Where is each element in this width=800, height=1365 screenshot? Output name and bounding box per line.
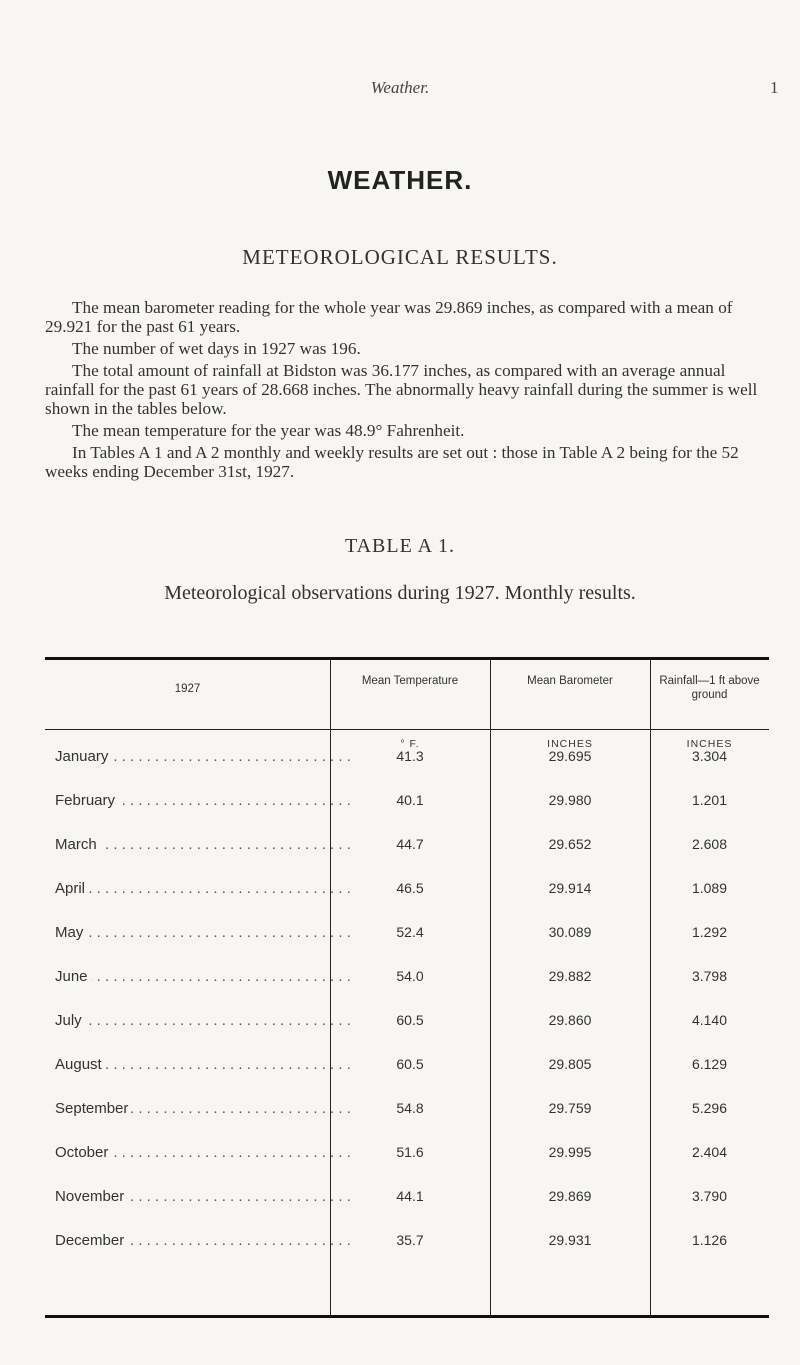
table-row (45, 924, 769, 968)
month-cell (55, 748, 355, 765)
running-head: Weather. (370, 78, 430, 97)
barometer-cell: 29.980 (548, 792, 592, 808)
barometer-cell: 29.995 (548, 1144, 592, 1160)
month-label: May (55, 924, 86, 941)
temperature-cell: 54.0 (396, 968, 424, 984)
rainfall-cell: 1.292 (691, 924, 728, 940)
header-temperature: Mean Temperature (361, 675, 459, 687)
rainfall-cell: 4.140 (691, 1012, 728, 1028)
barometer-cell: 29.882 (548, 968, 592, 984)
month-label: March (55, 836, 100, 853)
paragraph: The number of wet days in 1927 was 196. (72, 339, 361, 358)
month-label: June (55, 968, 91, 985)
table-row (45, 1100, 769, 1144)
unit-barometer: INCHES (547, 738, 593, 750)
table-row (45, 1012, 769, 1056)
barometer-cell: 29.860 (548, 1012, 592, 1028)
rainfall-cell: 1.126 (691, 1232, 728, 1248)
barometer-cell: 29.759 (548, 1100, 592, 1116)
month-label: February (55, 792, 118, 809)
rainfall-cell: 2.404 (691, 1144, 728, 1160)
month-cell (55, 924, 355, 941)
rainfall-cell: 3.304 (691, 748, 728, 764)
temperature-cell: 40.1 (396, 792, 424, 808)
table-row (45, 748, 769, 792)
month-cell (55, 1012, 355, 1029)
paragraph: The mean temperature for the year was 48.9° Fahrenheit. (72, 421, 465, 440)
rainfall-cell: 5.296 (691, 1100, 728, 1116)
temperature-cell: 51.6 (396, 1144, 424, 1160)
section-subtitle: METEOROLOGICAL RESULTS. (242, 245, 558, 269)
temperature-cell: 35.7 (396, 1232, 424, 1248)
table-row (45, 792, 769, 836)
month-cell (55, 1144, 355, 1161)
paragraph: The mean barometer reading for the whole year was 29.869 inches, as compared with a mean of 29.921 for the past 61 years. (45, 298, 733, 336)
unit-temperature: ° F. (400, 738, 420, 750)
month-cell (55, 1232, 355, 1249)
unit-rainfall: INCHES (686, 738, 733, 750)
barometer-cell: 29.695 (548, 748, 592, 764)
header-divider (45, 729, 769, 730)
month-label: October (55, 1144, 111, 1161)
month-cell (55, 1188, 355, 1205)
table-caption: Meteorological observations during 1927. Monthly results. (164, 582, 636, 604)
barometer-cell: 29.869 (548, 1188, 592, 1204)
month-cell (55, 836, 355, 853)
month-label: August (55, 1056, 105, 1073)
barometer-cell: 29.931 (548, 1232, 592, 1248)
month-label: April (55, 880, 88, 897)
rainfall-cell: 1.089 (691, 880, 728, 896)
rainfall-cell: 6.129 (691, 1056, 728, 1072)
temperature-cell: 41.3 (396, 748, 424, 764)
temperature-cell: 60.5 (396, 1012, 424, 1028)
table-row (45, 1144, 769, 1188)
rainfall-cell: 3.798 (691, 968, 728, 984)
barometer-cell: 29.805 (548, 1056, 592, 1072)
table-row (45, 968, 769, 1012)
paragraph: In Tables A 1 and A 2 monthly and weekly results are set out : those in Table A 2 being for the 52 weeks ending December 31st, 1927. (45, 443, 739, 481)
rainfall-cell: 2.608 (691, 836, 728, 852)
month-cell (55, 880, 355, 897)
month-cell (55, 792, 355, 809)
table-row (45, 1056, 769, 1100)
month-label: December (55, 1232, 127, 1249)
monthly-results-table (45, 657, 769, 1318)
month-label: November (55, 1188, 127, 1205)
month-cell (55, 968, 355, 985)
rainfall-cell: 1.201 (691, 792, 728, 808)
header-rainfall: Rainfall—1 ft above ground (659, 675, 760, 701)
temperature-cell: 44.7 (396, 836, 424, 852)
month-cell (55, 1100, 355, 1117)
rainfall-cell: 3.790 (691, 1188, 728, 1204)
page-number: 1 (770, 78, 779, 97)
barometer-cell: 30.089 (548, 924, 592, 940)
table-row (45, 880, 769, 924)
temperature-cell: 54.8 (396, 1100, 424, 1116)
month-label: July (55, 1012, 85, 1029)
paragraph: The total amount of rainfall at Bidston was 36.177 inches, as compared with an average annual rainfall for the past 61 years of 28.668 inches. The abnormally heavy rainfall during the summer is well shown in the tables below. (45, 361, 758, 418)
table-row (45, 1188, 769, 1232)
page-title: WEATHER. (327, 165, 473, 195)
temperature-cell: 46.5 (396, 880, 424, 896)
month-label: January (55, 748, 111, 765)
table-title: TABLE A 1. (344, 535, 456, 557)
temperature-cell: 60.5 (396, 1056, 424, 1072)
barometer-cell: 29.914 (548, 880, 592, 896)
table-body (45, 748, 769, 1276)
table-row (45, 1232, 769, 1276)
month-cell (55, 1056, 355, 1073)
temperature-cell: 44.1 (396, 1188, 424, 1204)
header-barometer: Mean Barometer (527, 675, 613, 687)
header-year: 1927 (174, 683, 201, 695)
month-label: September (55, 1100, 131, 1117)
body-text (45, 298, 765, 481)
barometer-cell: 29.652 (548, 836, 592, 852)
temperature-cell: 52.4 (396, 924, 424, 940)
table-row (45, 836, 769, 880)
